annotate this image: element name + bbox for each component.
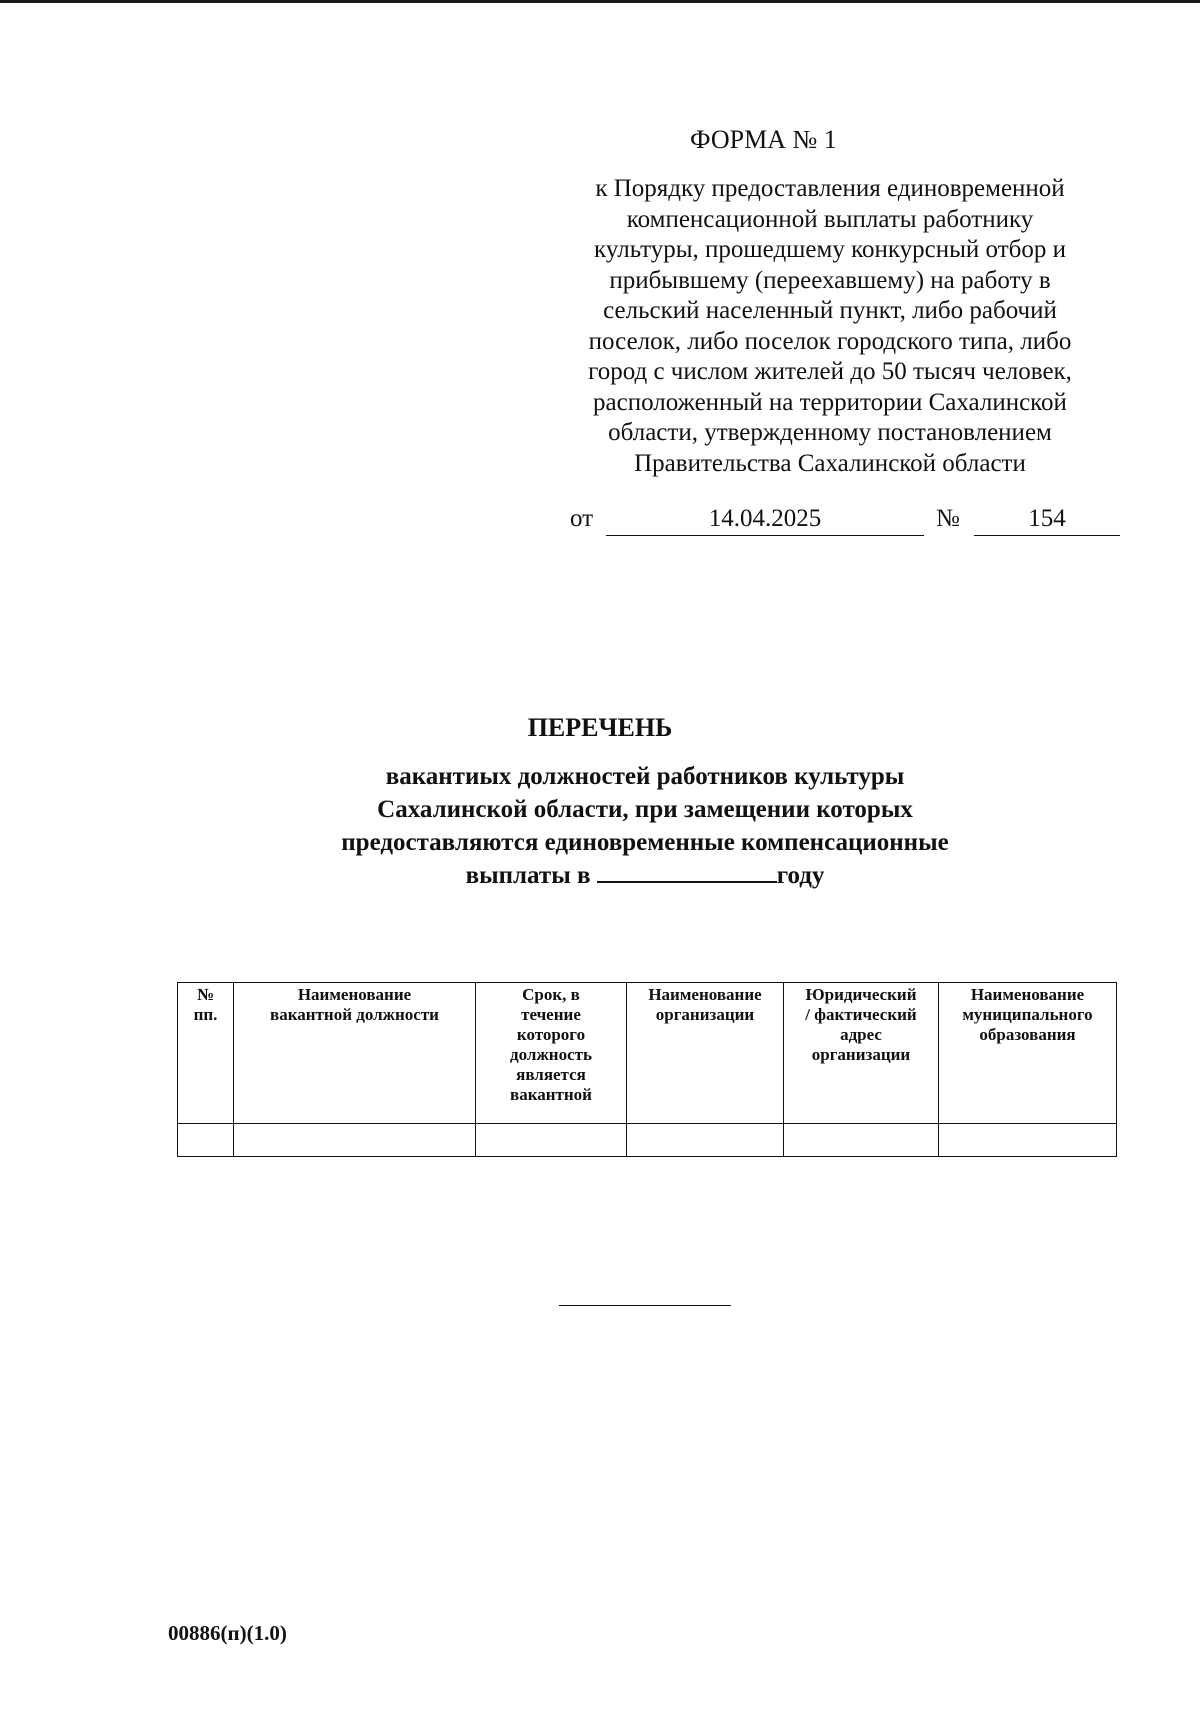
order-reference-line: поселок, либо поселок городского типа, либо — [588, 327, 1072, 355]
list-subtitle-line: вакантиых должностей работников культуры — [385, 763, 905, 790]
table-cell — [476, 1124, 627, 1157]
table-header-row — [178, 983, 1117, 1124]
header-organization-address: Юридический / фактический адрес организации — [784, 983, 939, 1124]
header-vacancy-term: Срок, в течение которого должность является вакантной — [476, 983, 627, 1124]
header-number: № пп. — [178, 983, 234, 1124]
order-reference-line: области, утвержденному постановлением — [608, 419, 1052, 446]
vacancies-table — [177, 982, 1117, 1157]
document-code: 00886(п)(1.0) — [168, 1621, 287, 1645]
order-reference-line: культуры, прошедшему конкурсный отбор и — [594, 236, 1066, 263]
header-vacancy-name: Наименование вакантной должности — [234, 983, 476, 1124]
year-blank-field — [597, 859, 777, 883]
list-subtitle-line — [200, 859, 1090, 892]
header-municipality: Наименование муниципального образования — [939, 983, 1117, 1124]
list-subtitle-line: предоставляются единовременные компенсационные — [341, 829, 949, 856]
order-reference-line: к Порядку предоставления единовременной — [595, 175, 1065, 202]
form-number: ФОРМА № 1 — [690, 125, 837, 154]
order-reference-line: прибывшему (переехавшему) на работу в — [609, 266, 1051, 294]
order-reference-line: сельский населенный пункт, либо рабочий — [603, 297, 1057, 324]
year-suffix: году — [776, 862, 825, 889]
order-reference-line: Правительства Сахалинской области — [634, 449, 1026, 477]
page-top-edge — [0, 0, 1200, 3]
year-prefix: выплаты в — [465, 862, 591, 889]
list-subtitle-line: Сахалинской области, при замещении которых — [377, 796, 913, 823]
table-row — [178, 1124, 1117, 1157]
order-reference-line: компенсационной выплаты работнику — [626, 205, 1034, 233]
table-cell — [939, 1124, 1117, 1157]
resolution-date: 14.04.2025 — [606, 503, 924, 536]
resolution-date-row — [570, 503, 1120, 539]
number-label: № — [936, 505, 960, 532]
header-organization-name: Наименование организации — [627, 983, 784, 1124]
list-subtitle — [200, 760, 1090, 892]
resolution-number: 154 — [974, 503, 1120, 536]
order-reference — [540, 174, 1120, 479]
date-label: от — [570, 505, 594, 532]
table-cell — [627, 1124, 784, 1157]
table-cell — [784, 1124, 939, 1157]
order-reference-line: город с числом жителей до 50 тысяч человек, — [588, 358, 1072, 385]
order-reference-line: расположенный на территории Сахалинской — [593, 388, 1067, 416]
list-title: ПЕРЕЧЕНЬ — [527, 713, 673, 742]
table-cell — [178, 1124, 234, 1157]
table-cell — [234, 1124, 476, 1157]
end-of-document-rule — [559, 1305, 731, 1306]
